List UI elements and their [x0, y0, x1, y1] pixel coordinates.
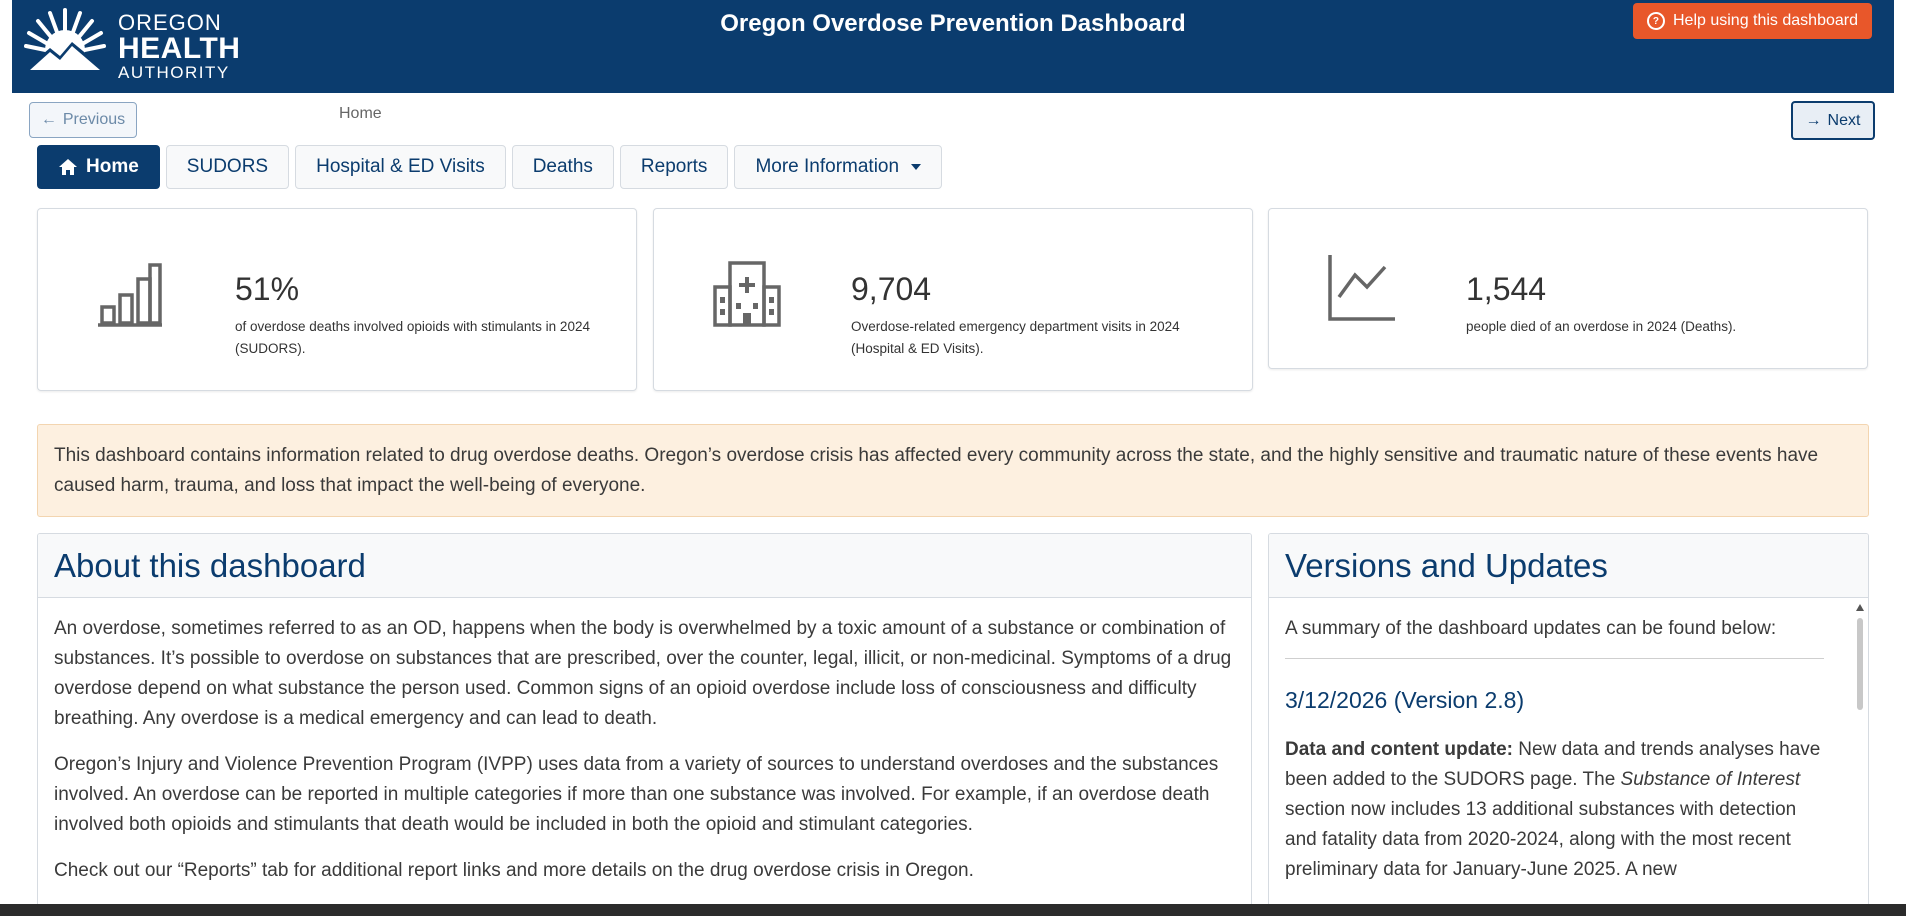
about-panel	[37, 533, 1252, 904]
versions-body[interactable]	[1269, 598, 1868, 904]
about-paragraph: Check out our “Reports” tab for additional report links and more details on the drug overdose crisis in Oregon.	[54, 860, 974, 881]
hospital-icon	[712, 257, 782, 329]
breadcrumb: Home	[339, 105, 382, 122]
previous-button-label: Previous	[62, 111, 126, 128]
tab-hospital-label: Hospital & ED Visits	[316, 156, 485, 177]
main-tabs	[37, 145, 942, 189]
versions-panel	[1268, 533, 1869, 904]
page-title: Oregon Overdose Prevention Dashboard	[720, 10, 1186, 37]
stat-value: 9,704	[851, 271, 932, 307]
versions-title: Versions and Updates	[1269, 534, 1868, 598]
next-button-label: Next	[1827, 111, 1861, 129]
caret-down-icon	[911, 164, 921, 170]
stat-card-deaths	[1268, 208, 1868, 369]
version-entry-text-part: section now includes 13 additional substances with detection and fatality data from 2020-2024, along with the most recent preliminary data for January-June 2025. A new	[1285, 799, 1797, 880]
line-chart-icon	[1327, 253, 1397, 325]
versions-scrollbar[interactable]	[1854, 600, 1866, 904]
about-paragraph: An overdose, sometimes referred to as an OD, happens when the body is overwhelmed by a toxic amount of a substance or combination of substances. It’s possible to overdose on substances that are prescribed, over the counter, legal, illicit, or non-medicinal. Symptoms of a drug overdose depend on what substance the person used. Common signs of an opioid overdose include loss of consciousness and difficulty breathing. Any overdose is a medical emergency and can lead to death.	[54, 618, 1232, 729]
arrow-right-icon: →	[1805, 111, 1822, 129]
previous-button[interactable]	[29, 102, 137, 138]
scroll-thumb[interactable]	[1857, 618, 1863, 710]
version-entry-text-part: New data and trends analyses have been added to the SUDORS page. The	[1285, 739, 1821, 790]
stat-value: 1,544	[1466, 271, 1547, 307]
version-entry-italic: Substance of Interest	[1620, 769, 1801, 790]
logo-line-oregon: OREGON	[118, 10, 222, 35]
window-left-edge	[0, 0, 12, 916]
content-notice: This dashboard contains information related to drug overdose deaths. Oregon’s overdose crisis has affected every community across the state, and the highly sensitive and traumatic nature of these events have caused harm, trauma, and loss that impact the well-being of everyone.	[37, 424, 1869, 517]
version-entry-text	[1285, 735, 1824, 885]
taskbar-strip	[0, 904, 1906, 916]
next-button[interactable]	[1791, 101, 1875, 140]
tab-deaths-label: Deaths	[532, 156, 593, 177]
tab-sudors-label: SUDORS	[186, 156, 269, 177]
tab-home-label: Home	[86, 156, 139, 177]
logo-line-authority: AUTHORITY	[118, 63, 230, 82]
versions-intro: A summary of the dashboard updates can be found below:	[1285, 618, 1777, 639]
stat-card-hospital	[653, 208, 1253, 391]
home-icon	[58, 158, 78, 176]
question-circle-icon: ?	[1647, 12, 1665, 30]
version-entry-title: 3/12/2026 (Version 2.8)	[1285, 687, 1525, 713]
tab-more-information[interactable]	[734, 145, 942, 189]
version-entry-label: Data and content update:	[1285, 739, 1514, 760]
scroll-up-arrow-icon[interactable]	[1856, 604, 1864, 611]
stat-value: 51%	[235, 271, 300, 307]
tab-home[interactable]	[37, 145, 160, 189]
tab-sudors[interactable]	[166, 145, 289, 189]
tab-deaths[interactable]	[512, 145, 614, 189]
arrow-left-icon: ←	[40, 111, 57, 128]
header-bar	[12, 0, 1894, 93]
bar-chart-icon	[96, 257, 166, 329]
tab-reports[interactable]	[620, 145, 729, 189]
about-body	[38, 598, 1251, 904]
stat-description: Overdose-related emergency department visits in 2024 (Hospital & ED Visits).	[851, 319, 1180, 356]
tab-hospital-ed-visits[interactable]	[295, 145, 506, 189]
stat-description: of overdose deaths involved opioids with stimulants in 2024 (SUDORS).	[235, 319, 590, 356]
tab-more-information-label: More Information	[755, 156, 900, 177]
window-right-edge	[1894, 0, 1906, 916]
stat-description: people died of an overdose in 2024 (Deaths).	[1466, 319, 1737, 334]
tab-reports-label: Reports	[640, 156, 708, 177]
about-paragraph: Oregon’s Injury and Violence Prevention Program (IVPP) uses data from a variety of sources to understand overdoses and the substances involved. An overdose can be reported in multiple categories if more than one substance was involved. For example, if an overdose death involved both opioids and stimulants that death would be included in both the opioid and stimulant categories.	[54, 754, 1219, 835]
help-button[interactable]	[1633, 3, 1872, 39]
dashboard-page	[12, 0, 1894, 904]
help-button-label: Help using this dashboard	[1672, 12, 1858, 29]
logo-line-health: HEALTH	[118, 32, 241, 65]
stat-card-sudors	[37, 208, 637, 391]
about-title: About this dashboard	[38, 534, 1251, 598]
divider	[1285, 658, 1824, 659]
